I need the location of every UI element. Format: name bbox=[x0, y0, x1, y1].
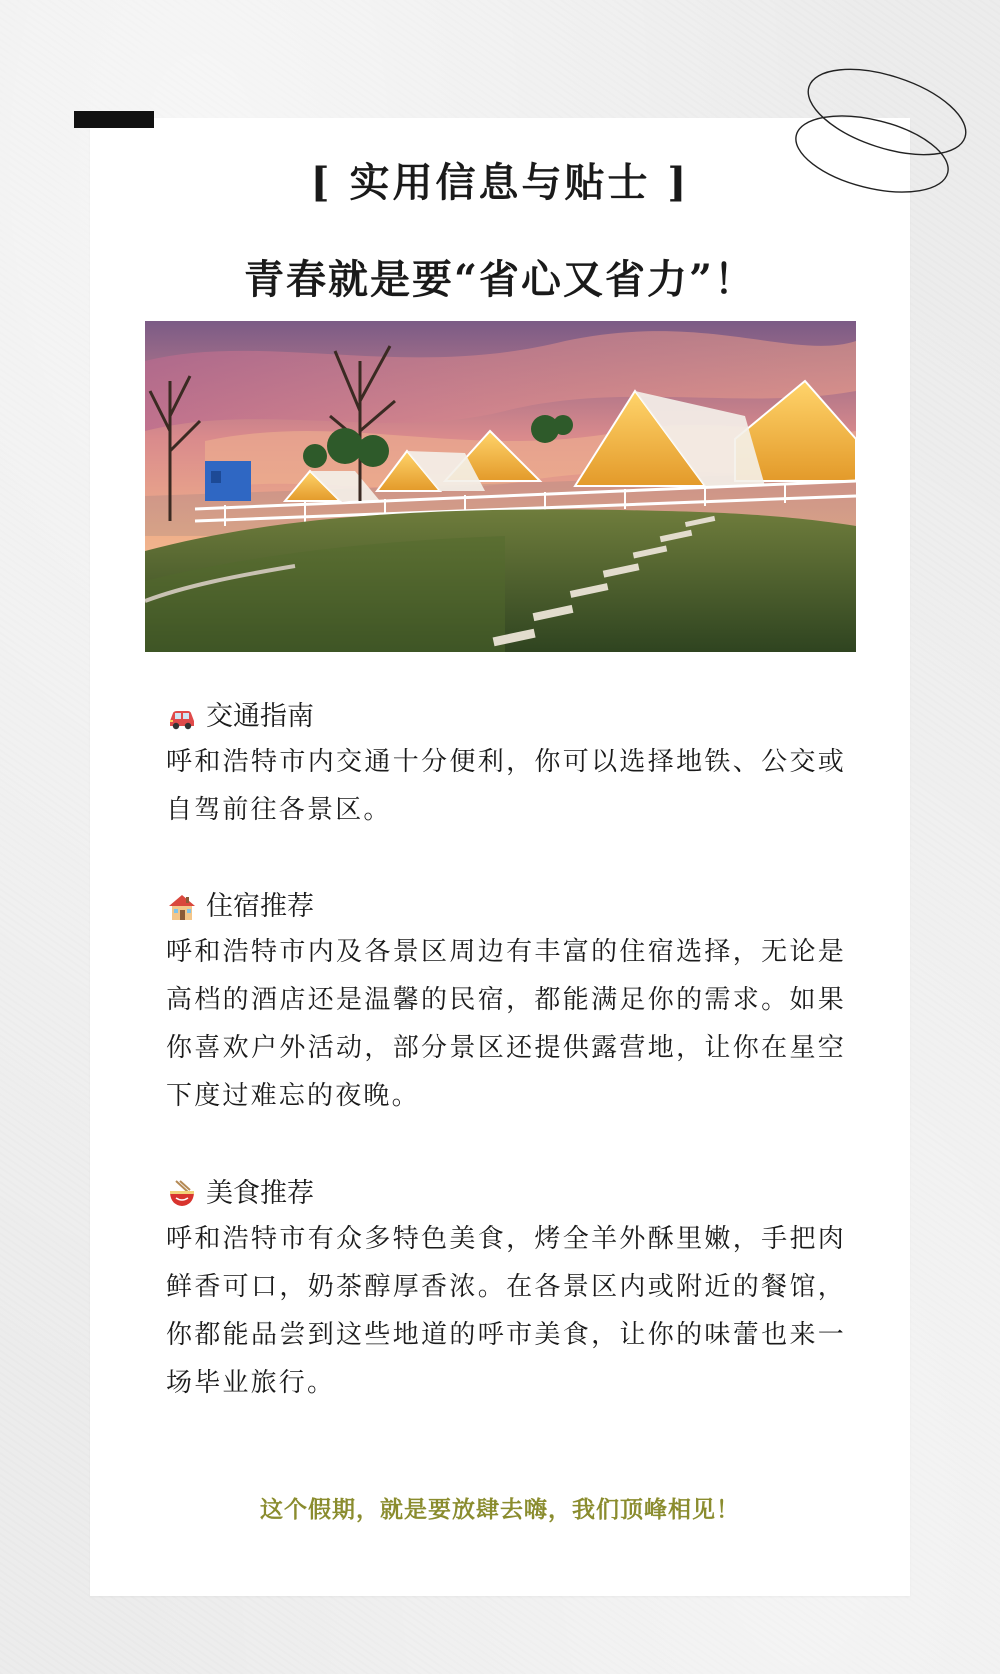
transport-body: 呼和浩特市内交通十分便利，你可以选择地铁、公交或自驾前往各景区。 bbox=[166, 747, 846, 825]
closing-message: 这个假期，就是要放肆去嗨，我们顶峰相见！ bbox=[260, 1496, 740, 1523]
transport-title: 交通指南 bbox=[206, 701, 314, 732]
noodle-bowl-icon bbox=[166, 1178, 198, 1210]
lodging-heading bbox=[166, 886, 846, 928]
transport-heading bbox=[166, 696, 846, 738]
food-heading bbox=[166, 1173, 846, 1215]
decorative-bar bbox=[74, 111, 154, 128]
house-icon bbox=[166, 891, 198, 923]
car-icon bbox=[166, 701, 198, 733]
food-body: 呼和浩特市有众多特色美食，烤全羊外酥里嫩，手把肉鲜香可口，奶茶醇厚香浓。在各景区内或附近的餐馆，你都能品尝到这些地道的呼市美食，让你的味蕾也来一场毕业旅行。 bbox=[166, 1224, 846, 1398]
food-section bbox=[166, 1173, 846, 1407]
page-tagline: 青春就是要“省心又省力”！ bbox=[243, 256, 756, 303]
glamping-tents-photo bbox=[145, 321, 856, 652]
lodging-body: 呼和浩特市内及各景区周边有丰富的住宿选择，无论是高档的酒店还是温馨的民宿，都能满足你的需求。如果你喜欢户外活动，部分景区还提供露营地，让你在星空下度过难忘的夜晚。 bbox=[166, 937, 846, 1111]
section-title: [ 实用信息与贴士 ] bbox=[310, 159, 690, 206]
lodging-section bbox=[166, 886, 846, 1120]
food-title: 美食推荐 bbox=[206, 1178, 314, 1209]
lodging-title: 住宿推荐 bbox=[206, 891, 314, 922]
transport-section bbox=[166, 696, 846, 834]
